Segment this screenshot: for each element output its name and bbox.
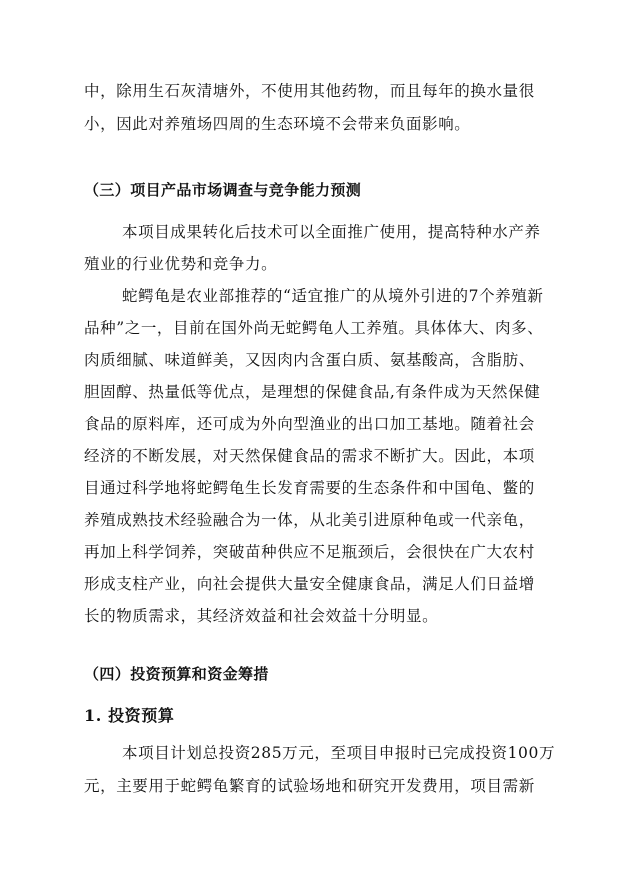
body-text-line: 本项目成果转化后技术可以全面推广使用，提高特种水产养 <box>122 223 541 241</box>
body-text-line: 再加上科学饲养，突破苗种供应不足瓶颈后，会很快在广大农村 <box>84 543 535 561</box>
body-text-line: 形成支柱产业，向社会提供大量安全健康食品，满足人们日益增 <box>84 575 535 593</box>
body-text-line: 食品的原料库，还可成为外向型渔业的出口加工基地。随着社会 <box>84 415 535 433</box>
body-text-line: 本项目计划总投资285万元，至项目申报时已完成投资100万 <box>122 744 556 762</box>
body-text-line: 胆固醇、热量低等优点，是理想的保健食品,有条件成为天然保健 <box>84 383 541 401</box>
subsection-heading: 1. 投资预算 <box>84 706 175 725</box>
body-text-line: 经济的不断发展，对天然保健食品的需求不断扩大。因此，本项 <box>84 447 535 465</box>
body-text-line: 小，因此对养殖场四周的生态环境不会带来负面影响。 <box>84 115 471 133</box>
body-text-line: 元，主要用于蛇鳄龟繁育的试验场地和研究开发费用，项目需新 <box>84 777 535 795</box>
body-text-line: 肉质细腻、味道鲜美，又因肉内含蛋白质、氨基酸高，含脂肪、 <box>84 351 535 369</box>
body-text-line: 养殖成熟技术经验融合为一体，从北美引进原种龟或一代亲龟， <box>84 511 535 529</box>
body-text-line: 中，除用生石灰清塘外，不使用其他药物，而且每年的换水量很 <box>84 82 535 100</box>
body-text-line: 殖业的行业优势和竞争力。 <box>84 255 278 273</box>
body-text-line: 品种”之一，目前在国外尚无蛇鳄龟人工养殖。具体体大、肉多、 <box>84 319 544 337</box>
body-text-line: 蛇鳄龟是农业部推荐的“适宜推广的从境外引进的7个养殖新 <box>122 287 544 305</box>
section-heading-3: （三）项目产品市场调查与竞争能力预测 <box>84 181 362 199</box>
section-heading-4: （四）投资预算和资金筹措 <box>84 665 269 683</box>
body-text-line: 目通过科学地将蛇鳄龟生长发育需要的生态条件和中国龟、鳖的 <box>84 479 535 497</box>
body-text-line: 长的物质需求，其经济效益和社会效益十分明显。 <box>84 607 439 625</box>
